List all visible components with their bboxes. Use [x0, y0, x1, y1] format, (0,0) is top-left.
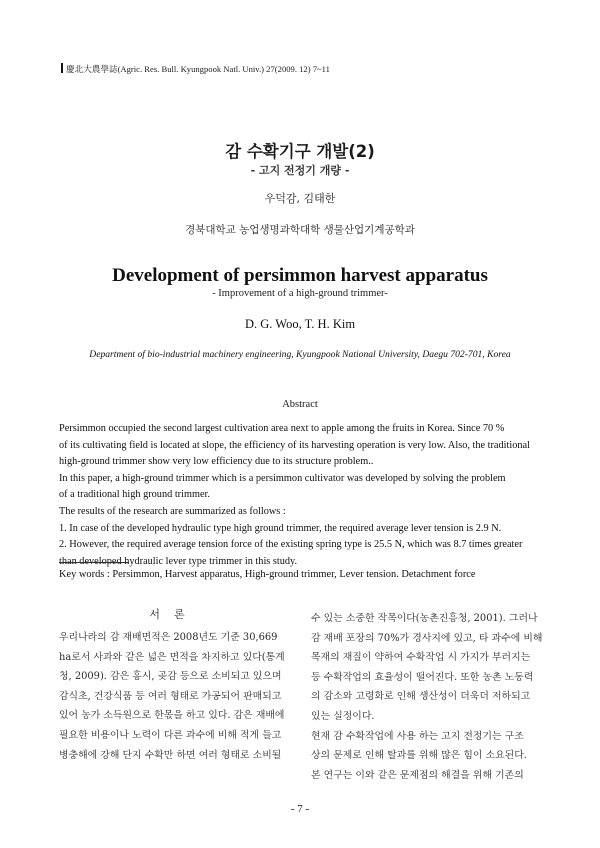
- body-line: 상의 문제로 인해 탈과를 위해 많은 힘이 소요된다.: [311, 750, 527, 762]
- body-line: ha로서 사과와 같은 넓은 면적을 차지하고 있다(통계: [59, 651, 285, 663]
- keywords-divider: [59, 562, 129, 563]
- body-line: 우리나라의 감 재배면적은 2008년도 기준 30,669: [59, 632, 278, 643]
- abstract-line: The results of the research are summarized as follows :: [59, 505, 286, 517]
- body-line: 의 감소와 고령화로 인해 생산성이 더욱더 저하되고: [311, 691, 531, 703]
- english-authors: D. G. Woo, T. H. Kim: [244, 317, 356, 331]
- body-line: 등 수확작업의 효율성이 떨어진다. 또한 농촌 노동력: [311, 671, 534, 683]
- body-left-column: [59, 628, 289, 765]
- abstract-line: than developed hydraulic lever type trimmer in this study.: [59, 555, 298, 567]
- section-heading-introduction: 서론: [149, 608, 199, 621]
- body-line: 청, 2009). 감은 홍시, 곶감 등으로 소비되고 있으며: [59, 671, 282, 683]
- abstract-line: high-ground trimmer show very low efficiency due to its structure problem..: [59, 456, 374, 468]
- abstract-line: of a traditional high ground trimmer.: [59, 489, 210, 501]
- body-line: 본 연구는 이와 같은 문제점의 해결을 위해 기존의: [311, 769, 524, 781]
- abstract-heading: Abstract: [282, 399, 318, 410]
- keywords-line: Key words : Persimmon, Harvest apparatus, High-ground trimmer, Lever tension. Detachment force: [59, 569, 476, 580]
- abstract-line: 2. However, the required average tension force of the existing spring type is 25.5 N, which was 8.7 times greater: [59, 539, 523, 551]
- english-title: Development of persimmon harvest apparatus: [112, 265, 488, 286]
- body-line: 있는 실정이다.: [311, 710, 375, 722]
- body-line: 현재 감 수확작업에 사용 하는 고지 전정기는 구조: [311, 730, 524, 742]
- english-affiliation: Department of bio-industrial machinery engineering, Kyungpook National University, Daegu 702-701, Korea: [89, 349, 511, 360]
- abstract-line: In this paper, a high-ground trimmer which is a persimmon cultivator was developed by solving the problem: [59, 472, 506, 484]
- body-right-column: [311, 609, 541, 785]
- body-line: 감 재배 포장의 70%가 경사지에 있고, 타 과수에 비해: [311, 632, 543, 644]
- body-line: 있어 농가 소득원으로 한몫을 하고 있다. 감은 재배에: [59, 710, 285, 722]
- body-line: 감식초, 건강식품 등 여러 형태로 가공되어 판매되고: [59, 690, 282, 702]
- body-line: 수 있는 소중한 작목이다(농촌진흥청, 2001). 그러나: [311, 613, 538, 624]
- body-line: 병충해에 강해 단지 수확만 하면 여러 형태로 소비될: [59, 749, 282, 761]
- abstract-line: of its cultivating field is located at slope, the efficiency of its harvesting operation is very low. Also, the traditional: [59, 439, 530, 451]
- body-line: 목재의 재질이 약하여 수확작업 시 가지가 부러지는: [311, 652, 531, 664]
- abstract-line: Persimmon occupied the second largest cultivation area next to apple among the fruits in Korea. Since 70 %: [59, 423, 505, 434]
- korean-affiliation: 경북대학교 농업생명과학대학 생물산업기계공학과: [185, 224, 415, 236]
- english-subtitle: - Improvement of a high-ground trimmer-: [212, 288, 388, 299]
- korean-subtitle: - 고지 전정기 개량 -: [250, 164, 350, 177]
- journal-citation: [61, 63, 330, 75]
- korean-authors: 우덕감, 김태한: [264, 192, 336, 205]
- page-number: - 7 -: [290, 803, 310, 815]
- body-line: 필요한 비용이나 노력이 다른 과수에 비해 적게 들고: [59, 729, 282, 741]
- korean-title: 감 수확기구 개발(2): [225, 142, 375, 161]
- citation-text: 慶北大農學誌(Agric. Res. Bull. Kyungpook Natl. Univ.) 27(2009. 12) 7~11: [66, 64, 330, 74]
- abstract-body: [59, 421, 542, 570]
- header-bar-mark: [61, 63, 63, 73]
- abstract-line: 1. In case of the developed hydraulic type high ground trimmer, the required average lever tension is 2.9 N.: [59, 522, 502, 534]
